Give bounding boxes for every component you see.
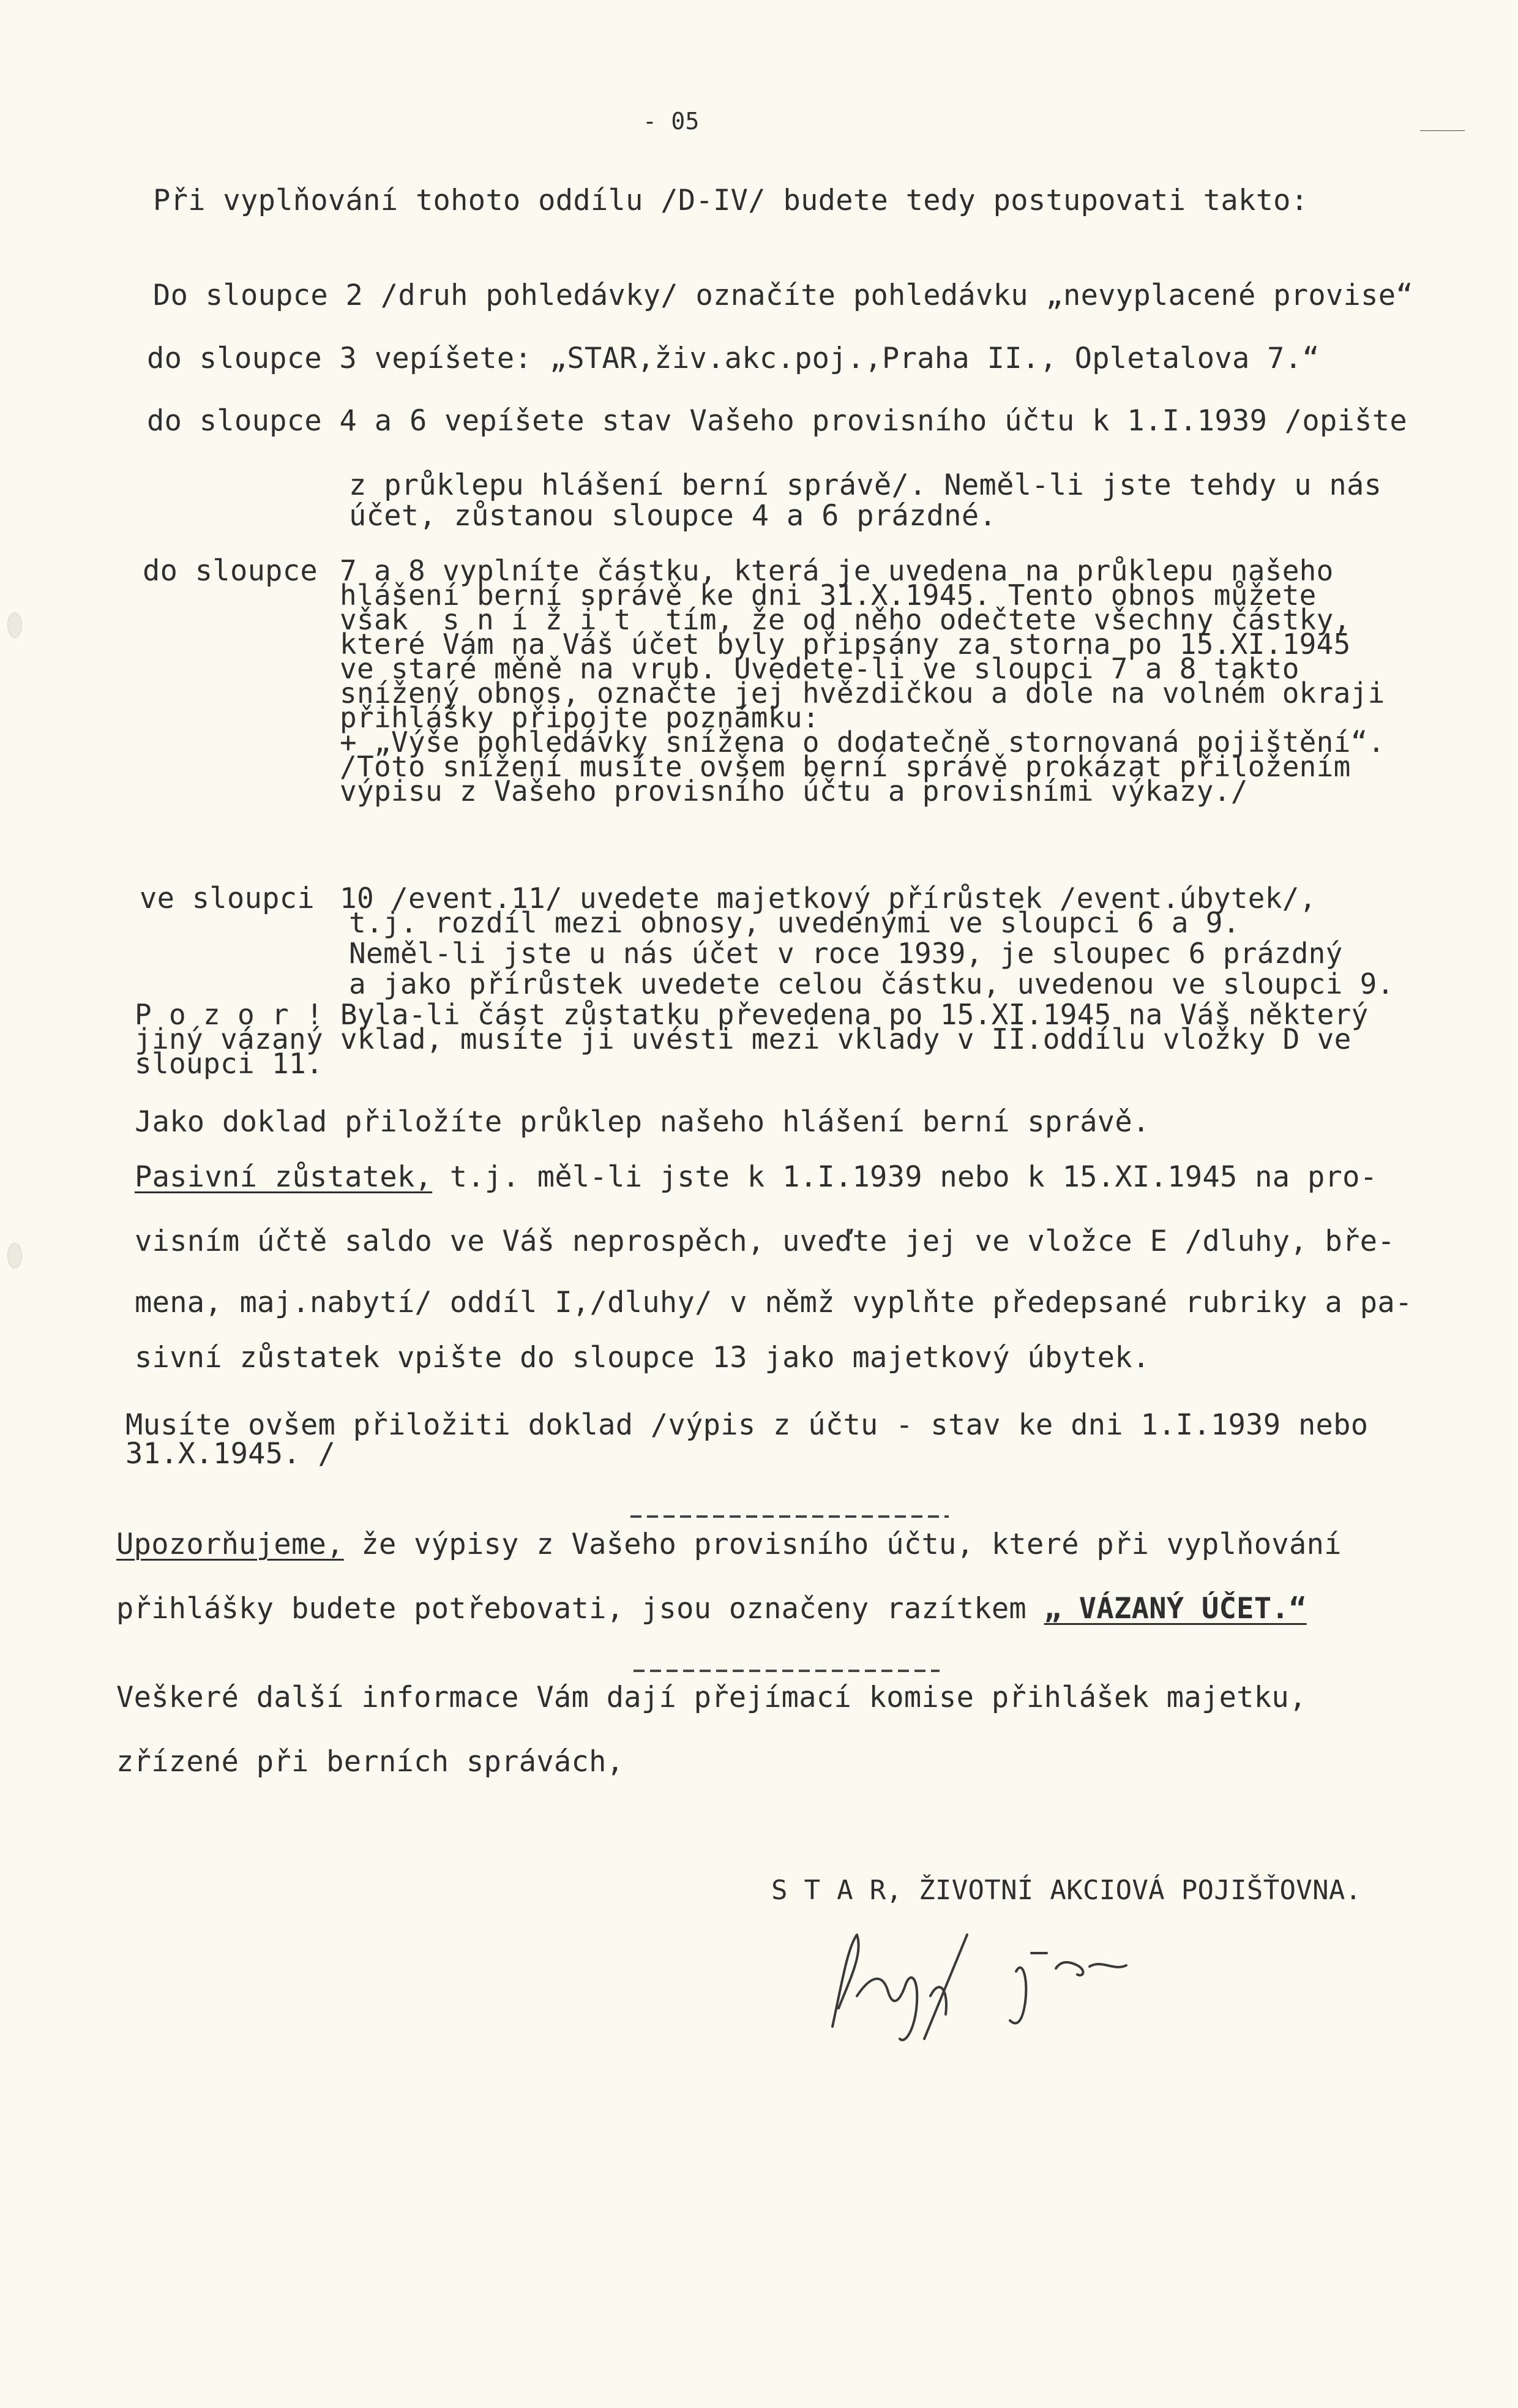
page-number-mark: - 05 bbox=[643, 108, 700, 135]
col78-line: ve staré měně na vrub. Uvedete-li ve sloupci 7 a 8 takto bbox=[340, 652, 1299, 685]
pasivni-paragraph-line: mena, maj.nabytí/ oddíl I,/dluhy/ v němž vyplňte předepsané rubriky a pa- bbox=[135, 1286, 1413, 1319]
col78-line: výpisu z Vašeho provisního účtu a provisními výkazy./ bbox=[340, 775, 1248, 808]
pasivni-text: t.j. měl-li jste k 1.I.1939 nebo k 15.XI.1945 na pro- bbox=[432, 1160, 1378, 1194]
instruction-column-3: do sloupce 3 vepíšete: „STAR,živ.akc.poj.,Praha II., Opletalova 7.“ bbox=[147, 342, 1320, 375]
pasivni-paragraph-line bbox=[135, 1160, 1377, 1195]
instruction-column-4-6: do sloupce 4 a 6 vepíšete stav Vašeho provisního účtu k 1.I.1939 /opište bbox=[147, 404, 1407, 438]
col1011-line: a jako přírůstek uvedete celou částku, uvedenou ve sloupci 9. bbox=[349, 967, 1394, 1000]
pozor-line: jiný vázaný vklad, musíte ji uvésti mezi vklady v II.oddílu vložky D ve bbox=[135, 1022, 1352, 1056]
pasivni-paragraph-line: sivní zůstatek vpište do sloupce 13 jako majetkový úbytek. bbox=[135, 1341, 1150, 1375]
pasivni-paragraph-line: visním účtě saldo ve Váš neprospěch, uveďte jej ve vložce E /dluhy, bře- bbox=[135, 1225, 1395, 1258]
stamp-label: „ VÁZANÝ ÚČET.“ bbox=[1044, 1592, 1307, 1626]
upozornujeme-text: že výpisy z Vašeho provisního účtu, které při vyplňování bbox=[343, 1528, 1342, 1561]
instruction-lead: do sloupce bbox=[143, 554, 318, 588]
col78-line: snížený obnos, označte jej hvězdičkou a dole na volném okraji bbox=[340, 677, 1385, 710]
instruction-column-2: Do sloupce 2 /druh pohledávky/ označíte pohledávku „nevyplacené provise“ bbox=[153, 279, 1413, 312]
col1011-line: t.j. rozdíl mezi obnosy, uvedenými ve sloupci 6 a 9. bbox=[349, 906, 1240, 939]
pasivni-paragraph-line: 31.X.1945. / bbox=[125, 1437, 336, 1471]
pasivni-paragraph-line: Musíte ovšem přiložiti doklad /výpis z účtu - stav ke dni 1.I.1939 nebo bbox=[125, 1408, 1369, 1442]
doklad-line: Jako doklad přiložíte průklep našeho hlášení berní správě. bbox=[135, 1105, 1150, 1139]
pozor-line: P o z o r ! Byla-li část zůstatku převedena po 15.XI.1945 na Váš některý bbox=[135, 998, 1369, 1031]
col78-line: 7 a 8 vyplníte částku, která je uvedena na průklepu našeho bbox=[340, 554, 1334, 587]
dashed-separator bbox=[630, 1512, 949, 1521]
company-signature-line: S T A R, ŽIVOTNÍ AKCIOVÁ POJIŠŤOVNA. bbox=[771, 1875, 1362, 1906]
col1011-line: 10 /event.11/ uvedete majetkový přírůstek /event.úbytek/, bbox=[340, 882, 1317, 915]
header-rule-mark: ____ bbox=[1420, 110, 1465, 132]
col78-line: které Vám na Váš účet byly připsány za storna po 15.XI.1945 bbox=[340, 628, 1351, 661]
upozornujeme-label: Upozorňujeme, bbox=[116, 1528, 344, 1561]
punch-hole-mark bbox=[7, 1243, 22, 1269]
pozor-line: sloupci 11. bbox=[135, 1047, 323, 1080]
col78-line: přihlášky připojte poznámku: bbox=[340, 701, 820, 734]
upozornujeme-text: přihlášky budete potřebovati, jsou označeny razítkem bbox=[116, 1592, 1044, 1626]
instruction-column-4-6-cont: z průklepu hlášení berní správě/. Neměl-li jste tehdy u nás bbox=[349, 468, 1382, 502]
col78-line: však s n í ž i t tím, že od něho odečtete všechny částky, bbox=[340, 603, 1351, 636]
col78-footnote-line: + „Výše pohledávky snížena o dodatečně stornovaná pojištění“. bbox=[340, 726, 1385, 759]
dashed-separator bbox=[634, 1667, 940, 1675]
col78-line: hlášení berní správě ke dni 31.X.1945. Tento obnos můžete bbox=[340, 579, 1317, 612]
intro-line: Při vyplňování tohoto oddílu /D-IV/ budete tedy postupovati takto: bbox=[153, 184, 1309, 217]
handwritten-signature bbox=[814, 1910, 1243, 2051]
further-info-line: Veškeré další informace Vám dají přejímací komise přihlášek majetku, bbox=[116, 1681, 1307, 1714]
upozornujeme-paragraph-line bbox=[116, 1528, 1342, 1562]
instruction-column-4-6-cont: účet, zůstanou sloupce 4 a 6 prázdné. bbox=[349, 499, 997, 533]
instruction-lead: ve sloupci bbox=[140, 882, 315, 915]
upozornujeme-paragraph-line bbox=[116, 1592, 1307, 1626]
col78-line: /Toto snížení musíte ovšem berní správě prokázat přiložením bbox=[340, 750, 1351, 783]
col1011-line: Neměl-li jste u nás účet v roce 1939, je sloupec 6 prázdný bbox=[349, 937, 1343, 970]
pasivni-label: Pasivní zůstatek, bbox=[135, 1160, 433, 1194]
punch-hole-mark bbox=[7, 612, 22, 638]
further-info-line: zřízené při berních správách, bbox=[116, 1745, 624, 1779]
